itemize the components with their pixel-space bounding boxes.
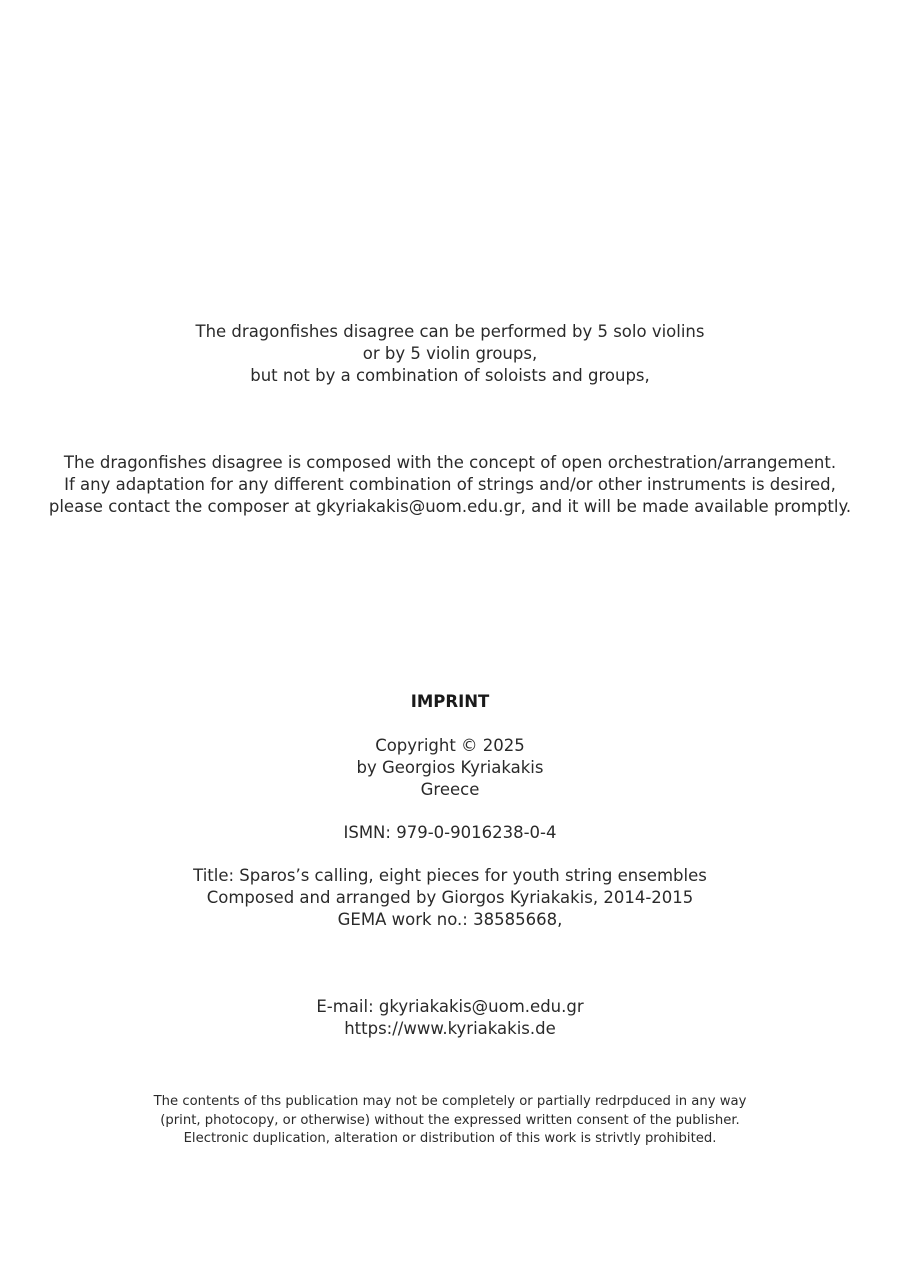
title-info-line: GEMA work no.: 38585668, xyxy=(337,910,563,929)
legal-notice-line: The contents of ths publication may not be completely or partially redrpduced in any way xyxy=(153,1094,747,1109)
copyright-block xyxy=(0,735,900,801)
contact-block xyxy=(0,996,900,1040)
ismn-number: ISMN: 979-0-9016238-0-4 xyxy=(343,823,557,842)
imprint-heading-text: IMPRINT xyxy=(410,692,490,711)
copyright-line: by Georgios Kyriakakis xyxy=(356,758,544,777)
orchestration-note-line: The dragonfishes disagree is composed with the concept of open orchestration/arrangement. xyxy=(63,453,837,472)
title-info-line: Composed and arranged by Giorgos Kyriakakis, 2014-2015 xyxy=(206,888,694,907)
orchestration-note-line: please contact the composer at gkyriakakis@uom.edu.gr, and it will be made available promptly. xyxy=(48,497,852,516)
contact-email: E-mail: gkyriakakis@uom.edu.gr xyxy=(316,997,584,1016)
performance-note-line: but not by a combination of soloists and groups, xyxy=(250,366,650,385)
legal-notice-line: (print, photocopy, or otherwise) without the expressed written consent of the publisher. xyxy=(160,1112,740,1128)
orchestration-note xyxy=(0,452,900,518)
copyright-line: Greece xyxy=(420,780,480,799)
legal-notice xyxy=(0,1093,900,1149)
performance-note-line: or by 5 violin groups, xyxy=(362,344,538,363)
copyright-line: Copyright © 2025 xyxy=(375,736,525,755)
imprint-heading xyxy=(0,691,900,713)
contact-website: https://www.kyriakakis.de xyxy=(344,1019,556,1038)
title-info-line: Title: Sparos’s calling, eight pieces for youth string ensembles xyxy=(193,866,707,885)
title-info-block xyxy=(0,865,900,931)
performance-note xyxy=(0,321,900,387)
orchestration-note-line: If any adaptation for any different combination of strings and/or other instruments is desired, xyxy=(64,475,836,494)
performance-note-line: The dragonfishes disagree can be performed by 5 solo violins xyxy=(195,322,705,341)
legal-notice-line: Electronic duplication, alteration or distribution of this work is strivtly prohibited. xyxy=(183,1131,717,1146)
ismn-block xyxy=(0,822,900,844)
